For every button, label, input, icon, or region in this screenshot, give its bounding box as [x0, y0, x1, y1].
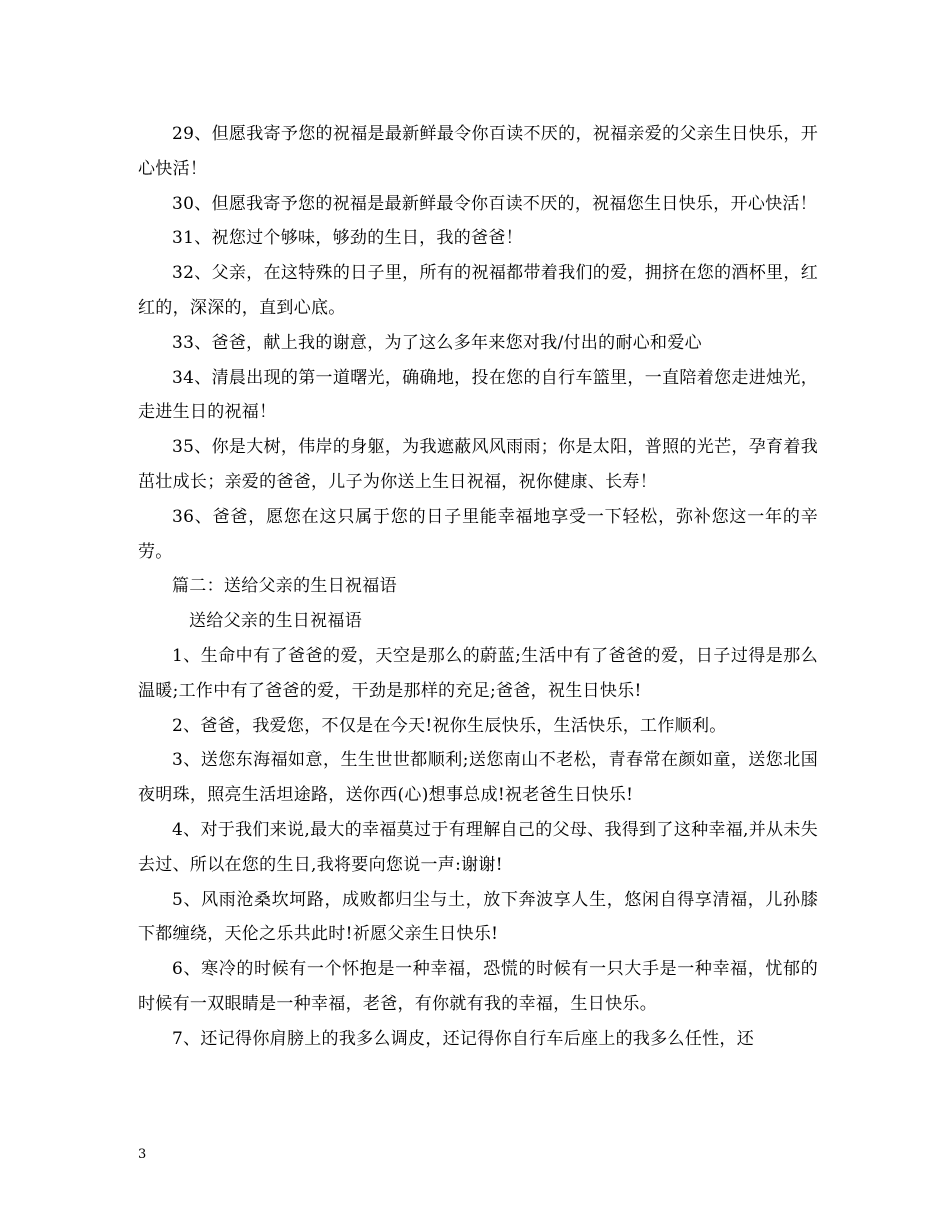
section-heading: 篇二：送给父亲的生日祝福语: [172, 576, 397, 597]
paragraph-30: 30、但愿我寄予您的祝福是最新鲜最令你百读不厌的，祝福您生日快乐，开心快活！: [172, 193, 818, 214]
paragraph-4: 4、对于我们来说,最大的幸福莫过于有理解自己的父母、我得到了这种幸福,并从未失去过、所以在您的生日,我将要向您说一声:谢谢!: [138, 819, 818, 875]
paragraph-29: 29、但愿我寄予您的祝福是最新鲜最令你百读不厌的，祝福亲爱的父亲生日快乐，开心快活！: [138, 124, 818, 179]
paragraph-1: 1、生命中有了爸爸的爱，天空是那么的蔚蓝;生活中有了爸爸的爱，日子过得是那么温暖;工作中有了爸爸的爱，干劲是那样的充足;爸爸，祝生日快乐!: [138, 645, 818, 701]
paragraph-7: 7、还记得你肩膀上的我多么调皮，还记得你自行车后座上的我多么任性，还: [172, 1028, 755, 1049]
paragraph-35: 35、你是大树，伟岸的身躯，为我遮蔽风风雨雨；你是太阳，普照的光芒，孕育着我茁壮成长；亲爱的爸爸，儿子为你送上生日祝福，祝你健康、长寿！: [138, 437, 818, 492]
paragraph-3: 3、送您东海福如意，生生世世都顺利;送您南山不老松，青春常在颜如童，送您北国夜明珠，照亮生活坦途路，送你西(心)想事总成!祝老爸生日快乐!: [138, 750, 818, 806]
document-body: [138, 117, 818, 1057]
page-number: 3: [138, 1147, 147, 1162]
paragraph-5: 5、风雨沧桑坎坷路，成败都归尘与土，放下奔波享人生，悠闲自得享清福，儿孙膝下都缠绕，天伦之乐共此时!祈愿父亲生日快乐!: [138, 889, 818, 945]
section-subtitle: 送给父亲的生日祝福语: [189, 611, 362, 632]
paragraph-32: 32、父亲，在这特殊的日子里，所有的祝福都带着我们的爱，拥挤在您的酒杯里，红红的，深深的，直到心底。: [138, 263, 818, 318]
paragraph-31: 31、祝您过个够味，够劲的生日，我的爸爸！: [172, 228, 523, 249]
paragraph-2: 2、爸爸，我爱您，不仅是在今天!祝你生辰快乐，生活快乐，工作顺利。: [172, 715, 727, 736]
paragraph-33: 33、爸爸，献上我的谢意，为了这么多年来您对我/付出的耐心和爱心: [172, 332, 702, 353]
paragraph-6: 6、寒冷的时候有一个怀抱是一种幸福，恐慌的时候有一只大手是一种幸福，忧郁的时候有一双眼睛是一种幸福，老爸，有你就有我的幸福，生日快乐。: [138, 959, 818, 1014]
paragraph-34: 34、清晨出现的第一道曙光，确确地，投在您的自行车篮里，一直陪着您走进烛光，走进生日的祝福！: [138, 367, 818, 423]
paragraph-36: 36、爸爸，愿您在这只属于您的日子里能幸福地享受一下轻松，弥补您这一年的辛劳。: [138, 506, 818, 562]
